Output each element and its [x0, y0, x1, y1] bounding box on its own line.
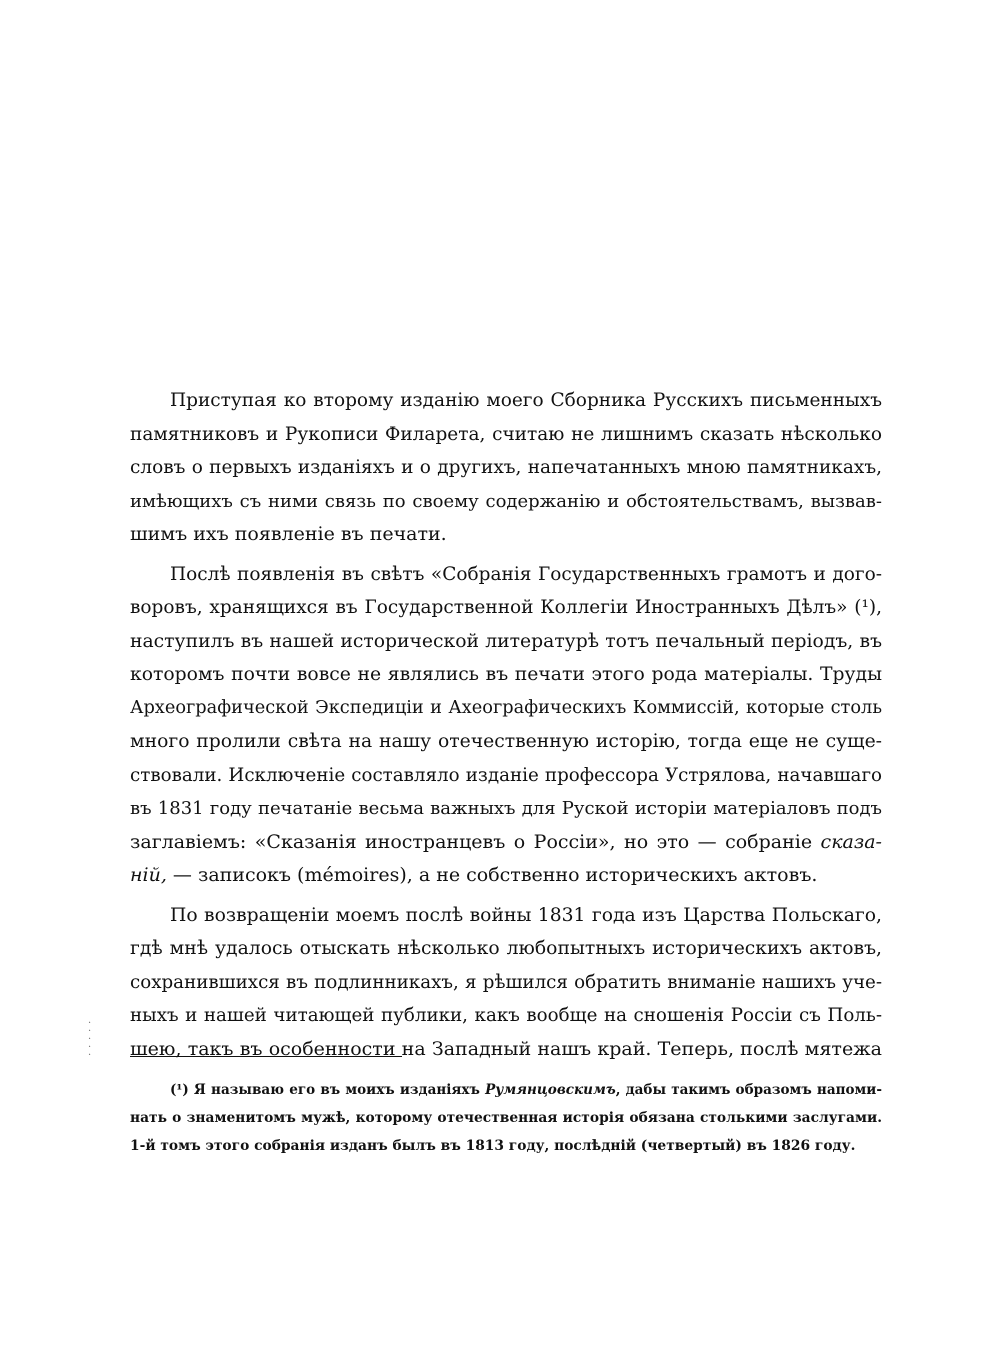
footnote-text: (¹) Я называю его въ моихъ изданіяхъ: [170, 1082, 486, 1098]
italic-segment: ній,: [130, 864, 167, 886]
text-line: ствовали. Исключеніе составляло изданіе профессора Устрялова, начавшаго: [130, 764, 882, 786]
text-line: воровъ, хранящихся въ Государственной Коллегіи Иностранныхъ Дѣлъ» (¹),: [130, 597, 882, 618]
italic-segment: сказа-: [820, 830, 882, 853]
text-line: шею, такъ въ особенности на Западный нашъ край. Теперь, послѣ мятежа: [130, 1037, 882, 1060]
text-line: словъ о первыхъ изданіяхъ и о другихъ, напечатанныхъ мною памятникахъ,: [130, 457, 882, 478]
text-line: шимъ ихъ появленіе въ печати.: [130, 523, 447, 545]
main-text: [130, 384, 882, 1066]
text-line: Приступая ко второму изданію моего Сборника Русскихъ письменныхъ: [170, 390, 882, 411]
footnote: [130, 1076, 882, 1160]
text-line: памятниковъ и Рукописи Филарета, считаю не лишнимъ сказать нѣсколько: [130, 423, 882, 445]
margin-marks: · · · · ·: [88, 1018, 92, 1061]
text-line: въ 1831 году печатаніе весьма важныхъ для Руской исторіи матеріаловъ подъ: [130, 798, 882, 819]
footnote-line: [130, 1076, 882, 1104]
text-line: имѣющихъ съ ними связь по своему содержанію и обстоятельствамъ, вызвав-: [130, 490, 882, 512]
text-line: По возвращеніи моемъ послѣ войны 1831 года изъ Царства Польскаго,: [170, 904, 882, 926]
footnote-text: , дабы такимъ образомъ напоми-: [615, 1082, 882, 1098]
text-line: гдѣ мнѣ удалось отыскать нѣсколько любопытныхъ историческихъ актовъ,: [130, 938, 882, 959]
text-line: Послѣ появленія въ свѣтъ «Собранія Государственныхъ грамотъ и дого-: [170, 563, 882, 585]
text-line: наступилъ въ нашей исторической литературѣ тотъ печальный періодъ, въ: [130, 630, 882, 652]
footnote-italic: Румянцовскимъ: [485, 1082, 616, 1098]
text-line: Археографической Экспедиціи и Ахеографическихъ Коммиссій, которые столь: [130, 697, 882, 718]
text-line: сохранившихся въ подлинникахъ, я рѣшился обратить вниманіе нашихъ уче-: [130, 971, 882, 993]
text-line: много пролили свѣта на нашу отечественную исторію, тогда еще не суще-: [130, 731, 882, 752]
text-line-with-italic: [130, 859, 882, 893]
footnote-line: 1-й томъ этого собранія изданъ былъ въ 1813 году, послѣдній (четвертый) въ 1826 году.: [130, 1138, 856, 1154]
text-line: ныхъ и нашей читающей публики, какъ вообще на сношенія Россіи съ Поль-: [130, 1005, 882, 1026]
footnote-divider: [130, 1056, 402, 1057]
text-line-with-italic: [130, 826, 882, 860]
text-line: которомъ почти вовсе не являлись въ печати этого рода матеріалы. Труды: [130, 664, 882, 685]
footnote-line: нать о знаменитомъ мужѣ, которому отечественная исторія обязана столькими заслугами.: [130, 1110, 882, 1126]
text-segment: — записокъ (mémoires), а не собственно историческихъ актовъ.: [166, 864, 818, 886]
text-segment: заглавіемъ: «Сказанія иностранцевъ о Россіи», но это — собраніе: [130, 830, 813, 853]
